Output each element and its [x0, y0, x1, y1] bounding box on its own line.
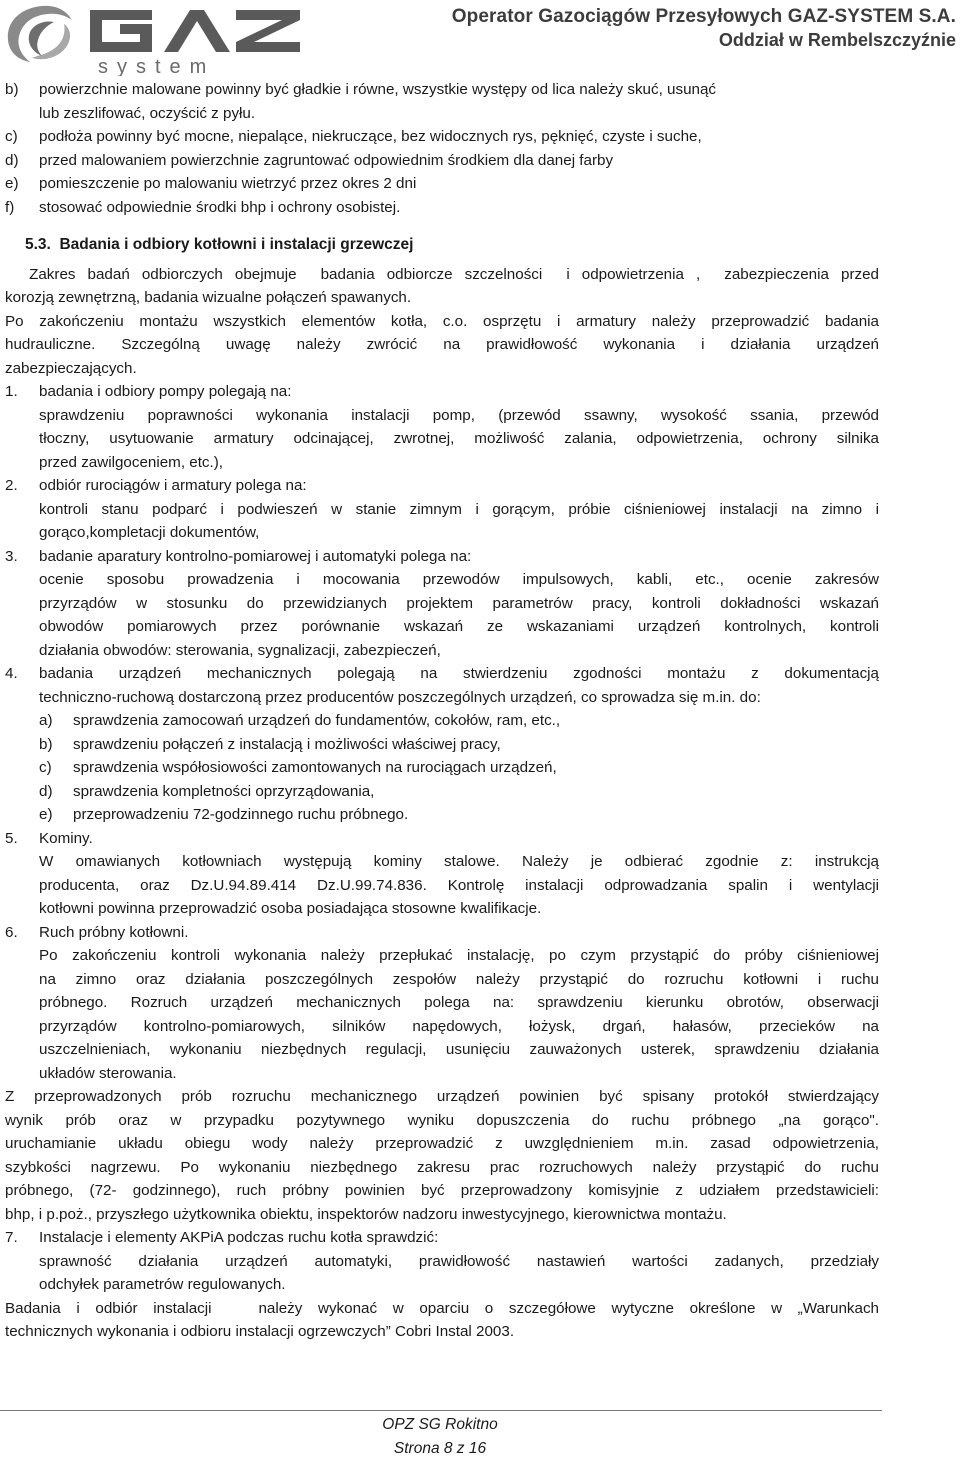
list-item-line: powierzchnie malowane powinny być gładkie i równe, wszystkie występy od lica należy skuć, usunąć — [39, 81, 717, 98]
paragraph-line: technicznych wykonania i odbioru instalacji ogrzewczych” Cobri Instal 2003. — [5, 1323, 515, 1340]
gaz-system-logo — [2, 0, 302, 76]
list-item-label: c) — [5, 128, 18, 145]
sub-item — [39, 733, 879, 757]
sub-item-text: przeprowadzeniu 72-godzinnego ruchu próbnego. — [73, 806, 409, 823]
sub-item-label: c) — [39, 759, 52, 776]
list-item-line: producenta, oraz Dz.U.94.89.414 Dz.U.99.74.836. Kontrolę instalacji odprowadzania spalin i wentylacji — [39, 876, 879, 894]
list-item-3 — [5, 545, 879, 663]
list-item-label: 6. — [5, 923, 18, 941]
list-item-2 — [5, 474, 879, 545]
list-item-line: na zimno oraz działania poszczególnych zespołów należy przystąpić do rozruchu kotłowni i ruchu — [39, 970, 879, 988]
list-item-line: przyrządów kontrolno-pomiarowych, silników napędowych, łożysk, drgań, hałasów, przecieków na — [39, 1017, 879, 1035]
list-item-line: gorąco,kompletacji dokumentów, — [39, 524, 260, 541]
section-number: 5.3. — [25, 236, 51, 253]
list-item — [5, 78, 879, 125]
svg-text:system: system — [98, 56, 216, 76]
list-item-line: podłoża powinny być mocne, niepalące, niekruczące, bez widocznych rys, pęknięć, czyste i suche, — [39, 128, 702, 145]
company-line-1: Operator Gazociągów Przesyłowych GAZ-SYSTEM S.A. — [451, 6, 956, 27]
list-item-line: Po zakończeniu kontroli wykonania należy przepłukać instalację, po czym przystąpić do próby ciśnieniowej — [39, 947, 879, 964]
sub-item-text: sprawdzenia kompletności oprzyrządowania, — [73, 782, 375, 800]
list-item-line: próbnego. Rozruch urządzeń mechanicznych polega na: sprawdzeniu kierunku obrotów, obserwacji — [39, 994, 879, 1011]
sub-item-text: sprawdzenia współosiowości zamontowanych na rurociągach urządzeń, — [73, 759, 557, 776]
list-item-line: przyrządów w stosunku do przewidzianych projektem parametrów pracy, kontroli dokładności wskazań — [39, 594, 879, 612]
paragraph-line: bhp, i p.poż., przyszłego użytkownika obiektu, inspektorów nadzoru inwestycyjnego, kierownictwa montażu. — [5, 1205, 727, 1223]
paragraph-line: próbnego, (72- godzinnego), ruch próbny powinien być przeprowadzony komisyjnie z udziałem przedstawicieli: — [5, 1182, 879, 1199]
paragraph-line: wynik prób oraz w przypadku pozytywnego wyniku dopuszczenia do ruchu próbnego „na gorąco". — [5, 1111, 879, 1129]
list-item-1 — [5, 380, 879, 474]
sub-item — [39, 780, 879, 804]
paragraph-line: korozją zewnętrzną, badania wizualne połączeń spawanych. — [5, 289, 412, 306]
paragraph-line: uruchamianie układu obiegu wody należy przeprowadzić z uwzględnieniem m.in. zasad odpowietrzenia, — [5, 1135, 879, 1152]
list-item — [5, 172, 879, 196]
list-item-line: działania obwodów: sterowania, sygnalizacji, zabezpieczeń, — [39, 641, 441, 659]
sub-item — [39, 756, 879, 780]
sub-item-label: b) — [39, 735, 53, 753]
sub-item-label: a) — [39, 712, 53, 729]
list-item-label: 3. — [5, 547, 18, 565]
paragraph-line: hudrauliczne. Szczególną uwagę należy zwrócić na prawidłowość wykonania i działania urządzeń — [5, 336, 879, 353]
logo-wordmark — [90, 10, 300, 52]
list-item — [5, 125, 879, 149]
list-item-line: układów sterowania. — [39, 1064, 177, 1082]
list-item-label: b) — [5, 81, 19, 98]
list-item — [5, 196, 879, 220]
paragraph-line: szybkości nagrzewu. Po wykonaniu niezbędnego zakresu prac rozruchowych należy przystąpić do ruchu — [5, 1158, 879, 1176]
paragraph-line: Z przeprowadzonych prób rozruchu mechanicznego urządzeń powinien być spisany protokół stwierdzający — [5, 1088, 879, 1105]
company-name — [452, 6, 956, 51]
list-item-title: Kominy. — [39, 829, 93, 847]
paragraph-line: zabezpieczających. — [5, 359, 137, 377]
footer-divider — [0, 1410, 882, 1411]
sub-item-label: e) — [39, 806, 53, 823]
closing-paragraph — [5, 1297, 879, 1344]
section-intro-paragraph — [5, 263, 879, 381]
list-item-line: uszczelnieniach, wykonaniu niezbędnych regulacji, usunięciu zauważonych usterek, sprawdzeniu działania — [39, 1041, 879, 1058]
list-item-title: badanie aparatury kontrolno-pomiarowej i automatyki polega na: — [39, 547, 472, 565]
sub-item-label: d) — [39, 782, 53, 800]
list-item-line: kontroli stanu podparć i podwieszeń w stanie zimnym i gorącym, próbie ciśnieniowej instalacji na zimno i — [39, 500, 879, 518]
company-line-2: Oddział w Rembelszczyźnie — [718, 30, 956, 50]
startup-protocol-paragraph — [5, 1085, 879, 1226]
list-item-line: ocenie sposobu prowadzenia i mocowania przewodów impulsowych, kabli, etc., ocenie zakresów — [39, 571, 879, 588]
list-item-line: badania urządzeń mechanicznych polegają na stwierdzeniu zgodności montażu z dokumentacją — [39, 665, 879, 682]
footer-page-number: Strona 8 z 16 — [393, 1440, 487, 1457]
document-body — [5, 78, 879, 1344]
paragraph-line: Zakres badań odbiorczych obejmuje badania odbiorcze szczelności i odpowietrzenia , zabezpieczenia przed — [5, 265, 879, 283]
list-item-6 — [5, 921, 879, 1086]
sub-item — [39, 803, 879, 827]
list-item-label: 4. — [5, 665, 18, 682]
page-header — [0, 0, 960, 76]
logo-emblem-icon — [8, 6, 72, 62]
list-item-line: sprawdzeniu poprawności wykonania instalacji pomp, (przewód ssawny, wysokość ssania, przewód — [39, 406, 879, 424]
list-item-line: przed malowaniem powierzchnie zagruntować odpowiednim środkiem dla danej farby — [39, 151, 614, 169]
list-item-title: Ruch próbny kotłowni. — [39, 923, 189, 941]
sub-item — [39, 709, 879, 733]
list-item-line: obwodów pomiarowych przez porównanie wskazań ze wskazaniami urządzeń kontrolnych, kontroli — [39, 618, 879, 635]
list-item-7 — [5, 1226, 879, 1297]
section-title: Badania i odbiory kotłowni i instalacji grzewczej — [59, 236, 414, 253]
footer-document-id: OPZ SG Rokitno — [382, 1416, 498, 1433]
list-item-label: e) — [5, 175, 19, 192]
list-item-4 — [5, 662, 879, 827]
list-item-line: W omawianych kotłowniach występują kominy stalowe. Należy je odbierać zgodnie z: instrukcją — [39, 853, 879, 870]
list-item-line: lub zeszlifować, oczyścić z pyłu. — [39, 104, 256, 122]
list-item-line: pomieszczenie po malowaniu wietrzyć przez okres 2 dni — [39, 175, 417, 192]
paragraph-line: Po zakończeniu montażu wszystkich elementów kotła, c.o. osprzętu i armatury należy przeprowadzić badania — [5, 312, 879, 330]
list-item-label: 1. — [5, 383, 18, 400]
list-item-line: przed zawilgoceniem, etc.), — [39, 453, 224, 471]
list-item-line: techniczno-ruchową dostarczoną przez producentów poszczególnych urządzeń, co sprowadza się m.in. do: — [39, 688, 761, 706]
list-item-label: 7. — [5, 1229, 18, 1246]
list-item-line: tłoczny, usytuowanie armatury odcinającej, zwrotnej, możliwość zalania, odpowietrzenia, ochrony silnika — [39, 430, 879, 447]
list-item-label: 2. — [5, 477, 18, 494]
list-item-label: d) — [5, 151, 19, 169]
list-item-line: stosować odpowiednie środki bhp i ochrony osobistej. — [39, 198, 401, 216]
sub-item-text: sprawdzenia zamocowań urządzeń do fundamentów, cokołów, ram, etc., — [73, 712, 561, 729]
paragraph-line: Badania i odbiór instalacji należy wykonać w oparciu o szczegółowe wytyczne określone w „Warunkach — [5, 1299, 879, 1317]
list-item-title: odbiór rurociągów i armatury polega na: — [39, 477, 307, 494]
list-item — [5, 149, 879, 173]
list-item-label: 5. — [5, 829, 18, 847]
list-item-label: f) — [5, 198, 15, 216]
list-item-title: Instalacje i elementy AKPiA podczas ruchu kotła sprawdzić: — [39, 1229, 439, 1246]
list-item-line: odchyłek parametrów regulowanych. — [39, 1276, 286, 1293]
list-item-title: badania i odbiory pompy polegają na: — [39, 383, 292, 400]
section-heading — [5, 233, 879, 257]
list-item-5 — [5, 827, 879, 921]
list-item-line: sprawność działania urządzeń automatyki, prawidłowość nastawień wartości zadanych, przedziały — [39, 1252, 879, 1270]
sub-item-text: sprawdzeniu połączeń z instalacją i możliwości właściwej pracy, — [73, 735, 501, 753]
list-item-line: kotłowni powinna przeprowadzić osoba posiadająca stosowne kwalifikacje. — [39, 900, 542, 917]
painting-requirements-list — [5, 78, 879, 219]
